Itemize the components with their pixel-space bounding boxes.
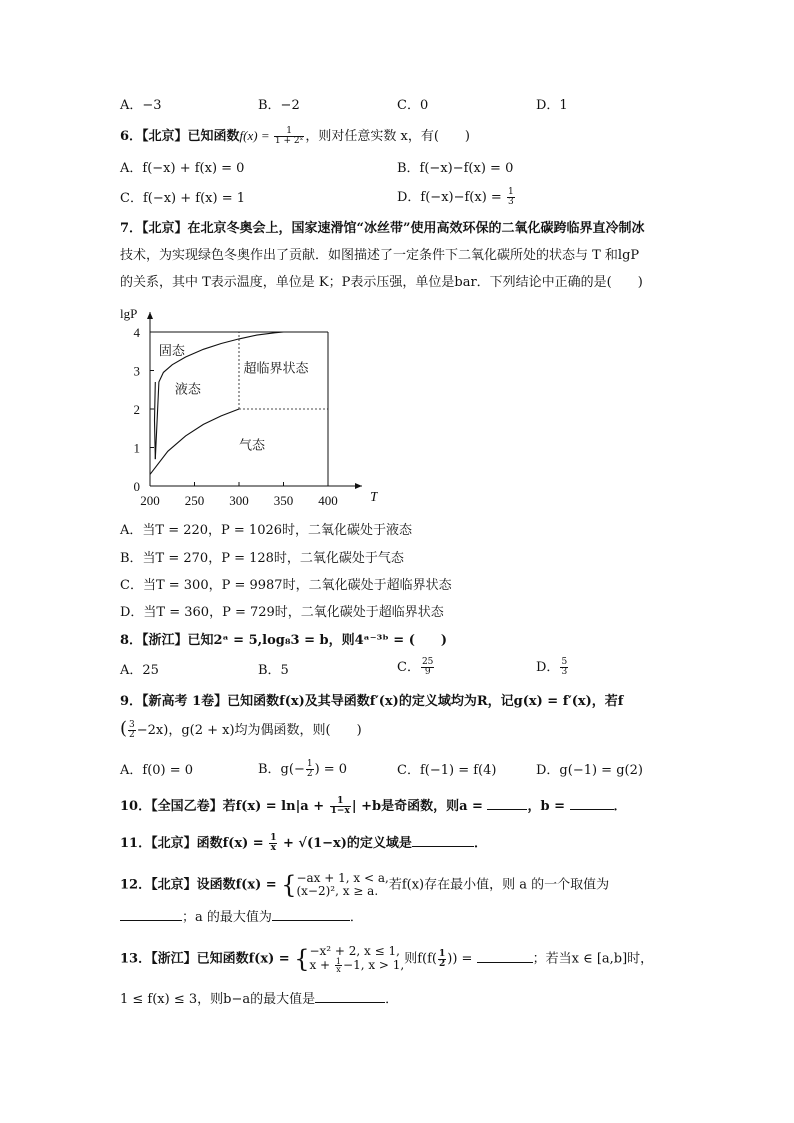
q13-case-2-pre: x + (309, 958, 334, 972)
q12-blank-2[interactable] (272, 908, 350, 921)
q8-optc-num: 25 (421, 657, 434, 667)
q6-func: f(x) = (239, 128, 273, 143)
q12-line-2 (120, 908, 363, 927)
q8-optc-den: 9 (424, 667, 431, 677)
q10-pre: 10．【全国乙卷】若f(x) = ln|a + (120, 799, 329, 814)
region-label: 气态 (239, 437, 266, 453)
y-tick-label: 1 (133, 440, 140, 456)
q10-frac-den: 1−x (330, 806, 350, 816)
q7-option-a: A．当T = 220，P = 1026时，二氧化碳处于液态 (120, 523, 413, 538)
q13-mid-num: 1 (439, 948, 446, 959)
q6-optd-num: 1 (507, 187, 514, 197)
q7-line-3: 的关系，其中 T表示温度，单位是 K；P表示压强，单位是bar．下列结论中正确的是( ) (120, 275, 643, 290)
q9-paren-open: ( (120, 718, 128, 739)
q9-option-d: D．g(−1) = g(2) (536, 763, 643, 778)
q13-line-2-text: 1 ≤ f(x) ≤ 3，则b−a的最大值是 (120, 992, 316, 1007)
q13-line-2 (120, 990, 398, 1009)
y-tick-label: 3 (133, 363, 140, 379)
q11-frac-num: 1 (270, 833, 277, 843)
q13-case-1: −x² + 2, x ≤ 1, (309, 944, 400, 958)
region-label: 固态 (158, 343, 185, 359)
q7-option-d: D．当T = 360，P = 729时，二氧化碳处于超临界状态 (120, 605, 444, 620)
q11-pre: 11．【北京】函数f(x) = (120, 836, 269, 851)
q6-option-b: B．f(−x)−f(x) = 0 (397, 161, 514, 176)
q13-mid-fraction (438, 950, 446, 969)
q6-prefix: 6．【北京】已知函数 (120, 129, 240, 144)
q12-mid: ；a 的最大值为 (182, 910, 272, 925)
q13-blank-2[interactable] (315, 990, 385, 1003)
q12-stem (120, 872, 609, 898)
q9-line-1: 9．【新高考 1卷】已知函数f(x)及其导函数f′(x)的定义域均为R，记g(x) = f′(x)，若f (120, 694, 624, 709)
q9-option-b (258, 760, 347, 779)
q12-pre: 12．【北京】设函数f(x) = (120, 877, 282, 893)
q13-case2-den: x (336, 965, 341, 974)
region-label: 液态 (174, 381, 201, 397)
q12-end: ． (349, 910, 363, 925)
q12-blank-1[interactable] (120, 908, 182, 921)
q6-suffix: ，则对任意实数 x，有( ) (305, 129, 470, 144)
y-tick-label: 2 (133, 402, 140, 417)
q13-tail: ；若当x ∈ [a,b]时， (532, 951, 654, 967)
x-axis-label: T (370, 490, 378, 505)
q9-option-c: C．f(−1) = f(4) (397, 763, 497, 778)
q13-cases (309, 945, 404, 973)
q8-stem: 8．【浙江】已知2ᵃ = 5,log₈3 = b，则4ᵃ⁻³ᵇ = ( ) (120, 633, 448, 648)
q10-post: | +b是奇函数，则a = (351, 799, 488, 814)
q9-option-b-post: ) = 0 (314, 762, 348, 777)
q10-fraction (330, 797, 351, 816)
q9-line-2 (120, 720, 362, 740)
q10-blank-a[interactable] (487, 797, 527, 810)
region-label: 超临界状态 (243, 360, 309, 376)
q12-brace: { (281, 871, 297, 899)
q13-stem (120, 945, 653, 973)
q6-fraction (274, 127, 305, 146)
x-axis-arrow (355, 483, 362, 489)
q8-optd-num: 5 (561, 657, 568, 667)
q12-cases (296, 872, 388, 898)
q10-frac-num: 1 (330, 797, 351, 807)
phase-diagram-chart (118, 300, 378, 512)
q5-option-c: C．0 (397, 98, 429, 113)
q11-post: + √(1−x)的定义域是 (278, 836, 412, 851)
q9-frac-den: 2 (129, 730, 135, 740)
x-tick-label: 300 (229, 493, 249, 508)
x-tick-label: 350 (273, 493, 294, 508)
q11-fraction (269, 834, 277, 853)
q6-stem (120, 127, 470, 146)
q10-stem (120, 797, 627, 816)
q7-option-c: C．当T = 300，P = 9987时，二氧化碳处于超临界状态 (120, 578, 452, 593)
q5-option-b: B．−2 (258, 98, 300, 113)
q9-line-2-text: −2x)，g(2 + x)均为偶函数，则( ) (136, 723, 362, 738)
q7-option-b: B．当T = 270，P = 128时，二氧化碳处于气态 (120, 551, 404, 566)
phase-boundary-curve-3 (155, 382, 156, 459)
q11-stem (120, 834, 487, 853)
x-tick-label: 400 (318, 493, 338, 508)
phase-boundary-curve-1 (150, 409, 239, 474)
q13-case2-num: 1 (335, 957, 342, 966)
q8-option-d-label: D． (536, 660, 560, 675)
q7-line-1: 7．【北京】在北京冬奥会上，国家速滑馆“冰丝带”使用高效环保的二氧化碳跨临界直冷制冰 (120, 221, 645, 236)
q5-option-d: D．1 (536, 98, 568, 113)
q6-option-a: A．f(−x) + f(x) = 0 (120, 161, 245, 176)
q13-mid-den: 2 (439, 958, 446, 969)
q10-end: ． (613, 799, 627, 814)
y-axis-label: lgP (120, 306, 138, 321)
q12-case-1: −ax + 1, x < a, (296, 871, 389, 885)
q8-option-d-fraction (560, 658, 568, 677)
q13-case-2-post: −1, x > 1, (343, 958, 405, 972)
q13-case-2-fraction (335, 958, 342, 973)
q5-option-a: A．−3 (120, 98, 162, 113)
q8-option-c-label: C． (397, 660, 420, 675)
q6-option-c: C．f(−x) + f(x) = 1 (120, 191, 245, 206)
y-tick-label: 0 (133, 479, 140, 494)
q9-frac-num: 3 (129, 720, 135, 730)
q6-option-d-text: D．f(−x)−f(x) = (397, 190, 506, 205)
q9-option-b-fraction (306, 760, 314, 779)
q9-option-b-pre: B．g(− (258, 762, 305, 777)
q7-line-2: 技术，为实现绿色冬奥作出了贡献．如图描述了一定条件下二氧化碳所处的状态与 T 和lgP (120, 248, 640, 263)
q13-line-2-end: ． (385, 992, 399, 1007)
q9-optb-num: 1 (306, 759, 313, 769)
q13-brace: { (294, 945, 310, 973)
q6-option-d-fraction (507, 188, 515, 207)
q6-option-d (397, 188, 516, 207)
q8-option-c-fraction (421, 658, 434, 677)
y-axis-arrow (147, 312, 153, 319)
q13-case-2 (309, 958, 404, 973)
q8-option-d (536, 658, 569, 677)
q6-optd-den: 3 (507, 197, 514, 207)
q9-option-a: A．f(0) = 0 (120, 763, 194, 778)
q12-post: 若f(x)存在最小值，则 a 的一个取值为 (388, 877, 610, 893)
q12-case-2: (x−2)², x ≥ a. (296, 884, 379, 898)
q10-mid: ，b = (527, 799, 570, 814)
q11-frac-den: x (270, 843, 276, 853)
q9-fraction (128, 721, 136, 740)
q9-optb-den: 2 (306, 769, 313, 779)
q13-pre: 13．【浙江】已知函数f(x) = (120, 951, 295, 967)
y-tick-label: 4 (133, 325, 140, 340)
q6-frac-num: 1 (274, 127, 305, 137)
q11-blank[interactable] (412, 834, 474, 847)
q13-blank-1[interactable] (477, 950, 533, 963)
q11-end: ． (473, 836, 487, 851)
q13-mid-post: )) = (447, 951, 477, 967)
x-tick-label: 250 (184, 493, 205, 508)
q6-frac-den: 1 + 2ˣ (274, 136, 304, 146)
q8-optd-den: 3 (561, 667, 568, 677)
q8-option-a: A．25 (120, 663, 159, 678)
q13-mid-pre: 则f(f( (404, 951, 438, 967)
q8-option-b: B．5 (258, 663, 289, 678)
q8-option-c (397, 658, 435, 677)
q10-blank-b[interactable] (570, 797, 614, 810)
x-tick-label: 200 (140, 493, 160, 508)
